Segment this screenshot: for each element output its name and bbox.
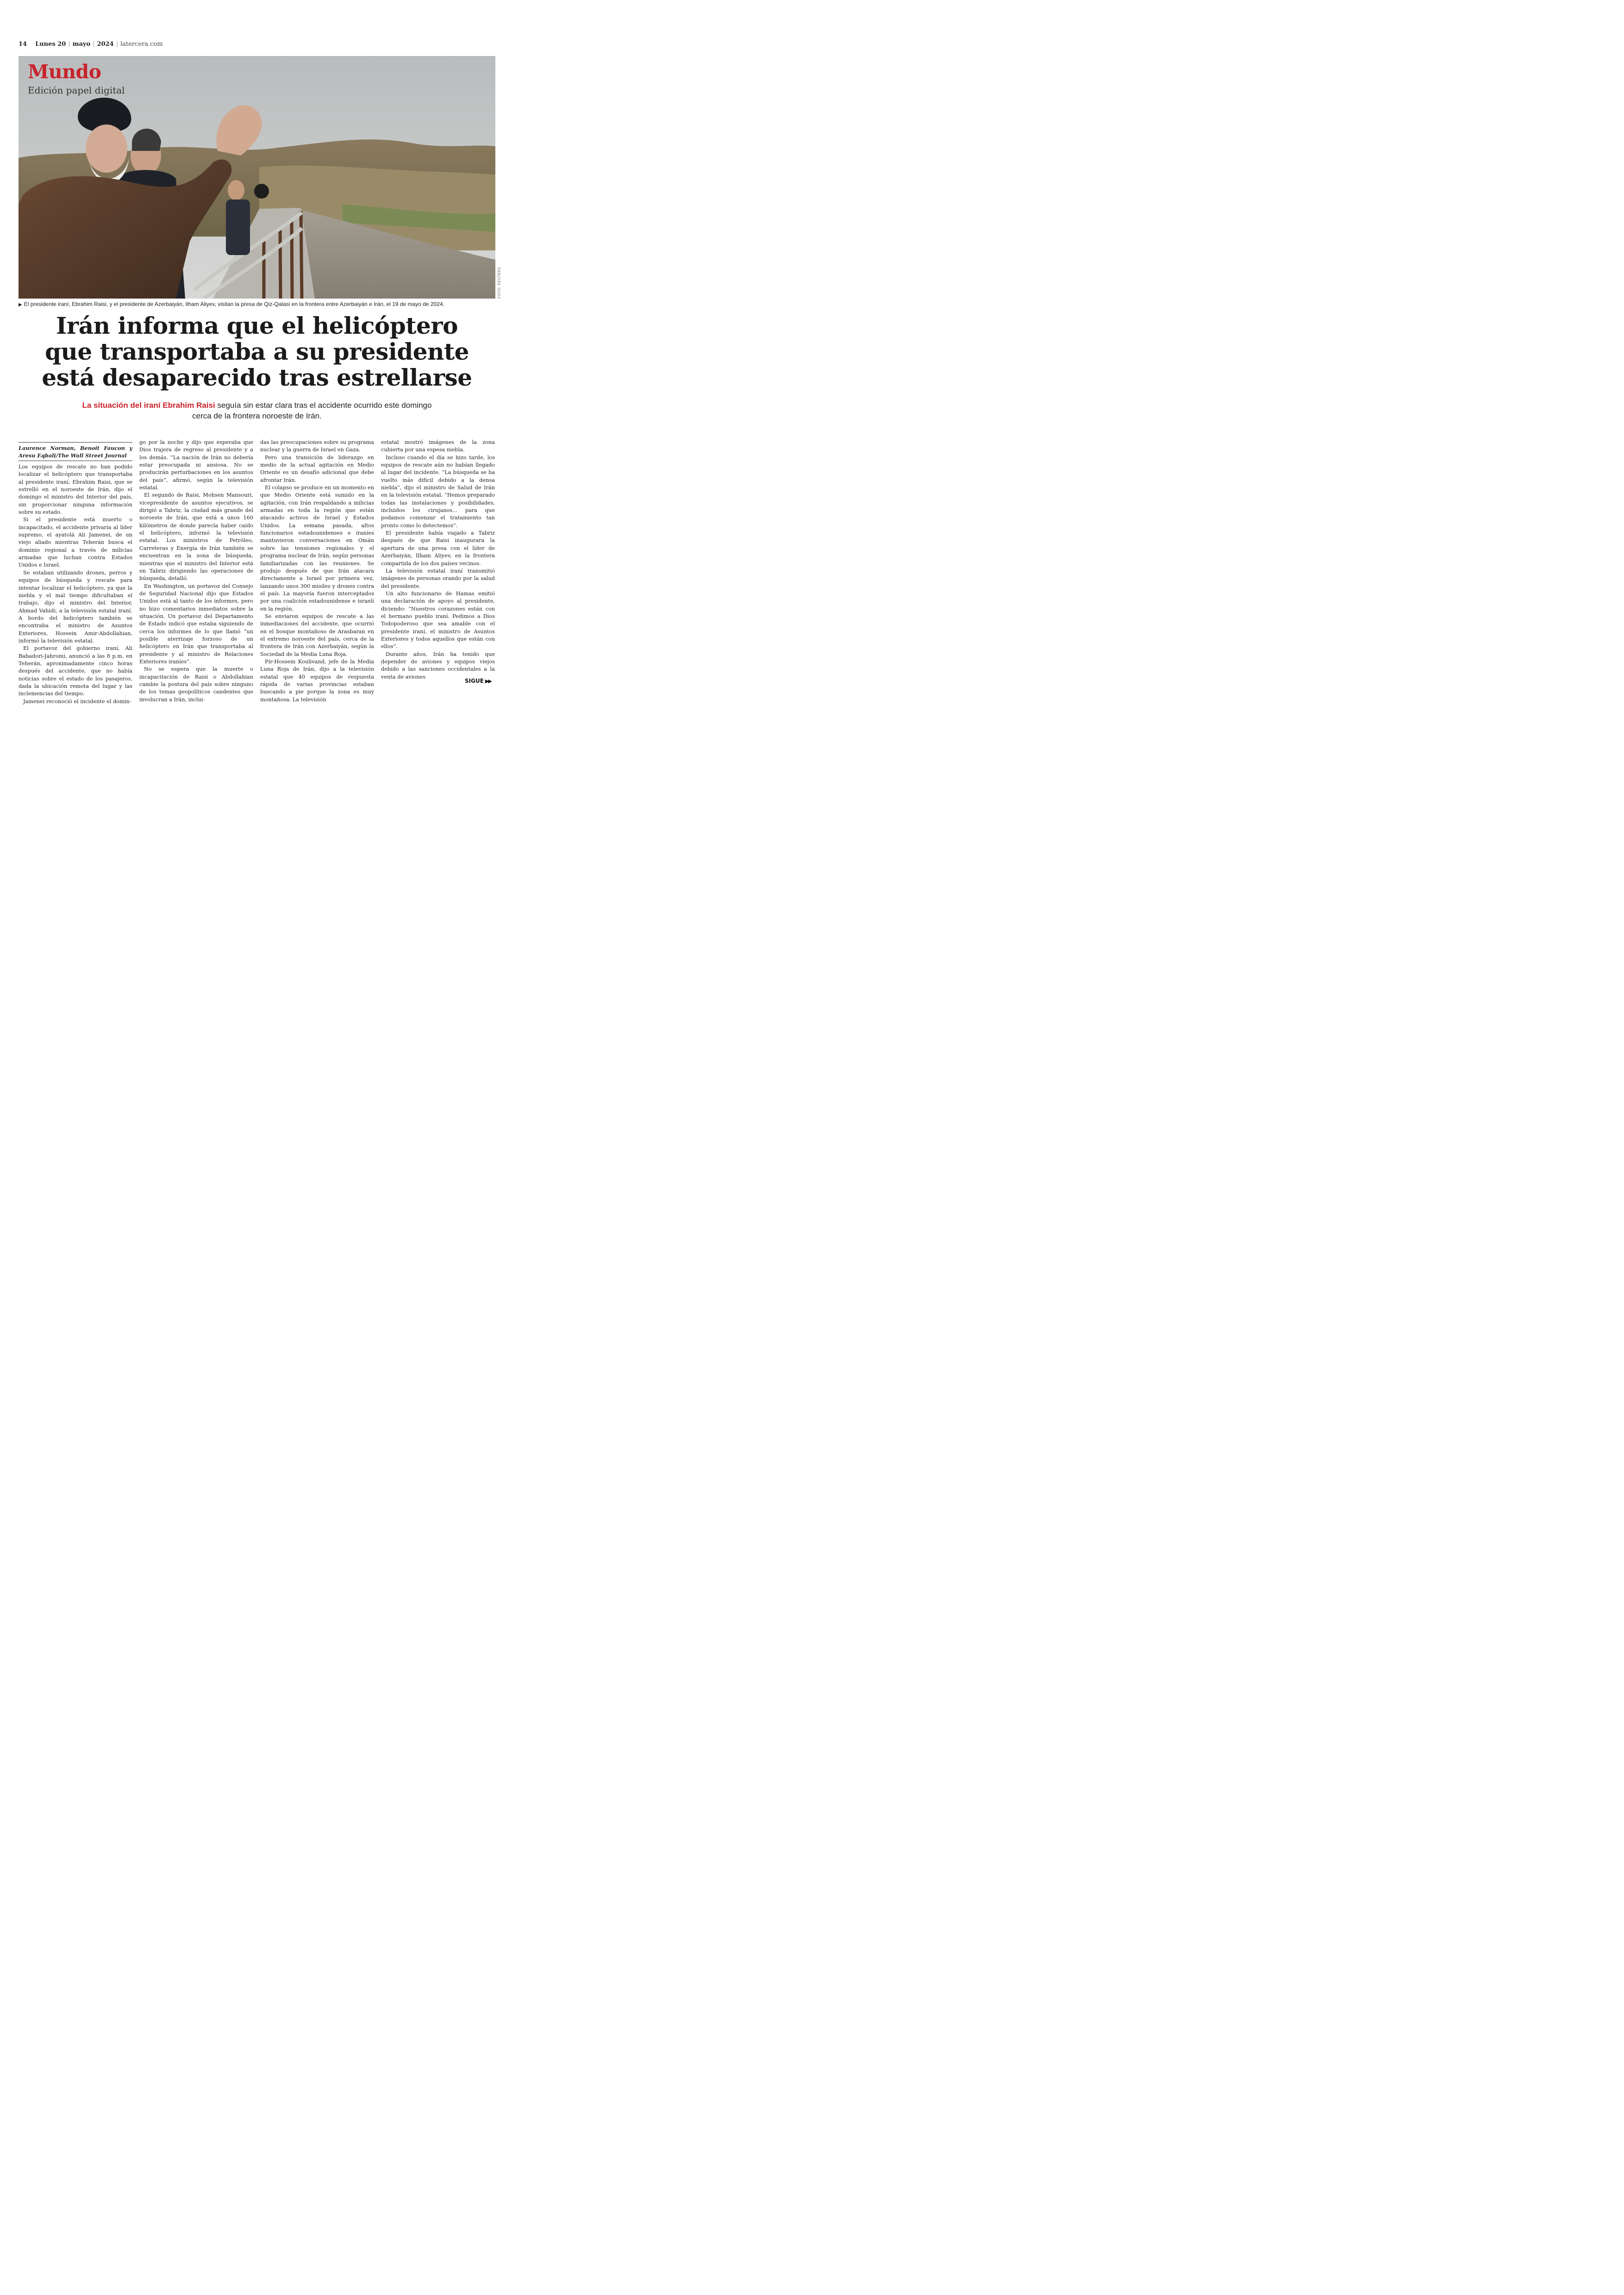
continue-link[interactable] — [465, 678, 491, 684]
section-title: Mundo — [28, 61, 101, 83]
paragraph: Incluso cuando el día se hizo tarde, los equipos de rescate aún no habían llegado al lugar del incidente. “La búsqueda se ha vuelto más difícil debido a la densa niebla”, dijo el ministro de Salud de Irán en la televisión estatal. “Hemos preparado todas las instalaciones y posibilidades, incluidos los cirujanos... para que podamos comenzar el tratamiento tan pronto como lo detectemos”. — [381, 454, 495, 529]
photo-caption — [19, 301, 495, 307]
paragraph: das las preocupaciones sobre su programa nuclear y la guerra de Israel en Gaza. — [260, 439, 374, 453]
headline-line: está desaparecido tras estrellarse — [42, 364, 472, 391]
paragraph: Jamenei reconoció el incidente el domin- — [23, 698, 131, 705]
deck-highlight: La situación del iraní Ebrahim Raisi — [82, 401, 215, 410]
folio-separator: | — [116, 40, 119, 48]
paragraph: Los equipos de rescate no han podido localizar el helicóptero que transportaba al presidente iraní, Ebrahim Raisi, que se estrelló en el noroeste de Irán, dijo el domingo el ministro del Interior del país, sin proporcionar ninguna información sobre su estado. — [19, 464, 132, 516]
page-number: 14 — [19, 40, 27, 48]
section-subtitle: Edición papel digital — [28, 85, 125, 96]
paragraph: En Washington, un portavoz del Consejo de Seguridad Nacional dijo que Estados Unidos está al tanto de los informes, pero no hizo comentarios inmediatos sobre la situación. Un portavoz del Departamento de Estado indicó que estaba siguiendo de cerca los informes de lo que llamó “un posible aterrizaje forzoso de un helicóptero en Irán que transportaba al presidente y al ministro de Relaciones Exteriores iraníes”. — [139, 583, 253, 665]
paragraph: Pero una transición de liderazgo en medio de la actual agitación en Medio Oriente es un desafío adicional que debe afrontar Irán. — [260, 454, 374, 483]
folio-site: latercera.com — [120, 40, 163, 48]
article-column-1 — [19, 439, 132, 705]
caption-text: El presidente iraní, Ebrahim Raisi, y el presidente de Azerbaiyán, Ilham Aliyev, visitan la presa de Qiz-Qalasi en la frontera entre Azerbaiyán e Irán, el 19 de mayo de 2024. — [24, 301, 444, 307]
page-folio — [19, 40, 163, 48]
article-column-4 — [381, 439, 495, 681]
headline-line: que transportaba a su presidente — [45, 338, 469, 365]
paragraph: El segundo de Raisi, Mohsen Mansouri, vicepresidente de asuntos ejecutivos, se dirigió a Tabriz, la ciudad más grande del noroeste de Irán, que está a unos 160 kilómetros de donde parecía haber caído el helicóptero, informó la televisión estatal. Los ministros de Petróleo, Carreteras y Energía de Irán también se encuentran en la zona de búsqueda, mientras que el ministro del Interior está en Tabriz dirigiendo las operaciones de búsqueda, detalló. — [139, 492, 253, 582]
folio-month: mayo — [72, 40, 91, 48]
paragraph: Pir-Hossein Koulivand, jefe de la Media Luna Roja de Irán, dijo a la televisión estatal que 40 equipos de respuesta rápida de varias provincias estaban buscando a pie porque la zona es muy montañosa. La televisión — [260, 658, 374, 703]
folio-separator: | — [93, 40, 95, 48]
paragraph: El portavoz del gobierno iraní, Ali Bahadori-Jahromi, anunció a las 8 p.m. en Teherán, aproximadamente cinco horas después del accidente, que no había noticias sobre el estado de los pasajeros, dada la ubicación remota del lugar y las inclemencias del tiempo. — [19, 645, 132, 697]
deck — [74, 400, 440, 421]
caption-arrow-icon: ▶ — [19, 302, 22, 307]
article-column-3 — [260, 439, 374, 704]
byline: Laurence Norman, Benoit Faucon y Aresu Eqbali/The Wall Street Journal — [19, 442, 132, 461]
paragraph: El colapso se produce en un momento en que Medio Oriente está sumido en la agitación, con Irán respaldando a milicias armadas en toda la región que están atacando activos de Israel y Estados Unidos. La semana pasada, altos funcionarios estadounidenses e iraníes mantuvieron conversaciones en Omán sobre las tensiones regionales y el programa nuclear de Irán, según personas familiarizadas con las reuniones. Se produjo después de que Irán atacara directamente a Israel por primera vez, lanzando unos 300 misiles y drones contra el país. La mayoría fueron interceptados por una coalición estadounidense e israelí en la región. — [260, 485, 374, 612]
double-arrow-icon: ▶▶ — [485, 678, 491, 684]
paragraph: Si el presidente está muerto o incapacitado, el accidente privaría al líder supremo, el ayatolá Ali Jamenei, de un viejo aliado mientras Teherán busca el dominio regional a través de milicias armadas que luchan contra Estados Unidos e Israel. — [19, 517, 132, 568]
paragraph: Un alto funcionario de Hamas emitió una declaración de apoyo al presidente, diciendo: “Nuestros corazones están con el hermano pueblo iraní. Pedimos a Dios Todopoderoso que sea amable con el presidente iraní, el ministro de Asuntos Exteriores y todos aquellos que están con ellos”. — [381, 590, 495, 650]
paragraph: La televisión estatal iraní transmitió imágenes de personas orando por la salud del presidente. — [381, 568, 495, 589]
folio-year: 2024 — [97, 40, 114, 48]
continue-label: SIGUE — [465, 678, 484, 684]
photo-credit: FOTO: REUTERS — [497, 267, 501, 299]
paragraph: estatal mostró imágenes de la zona cubierta por una espesa niebla. — [381, 439, 495, 453]
lead-photo — [19, 56, 495, 299]
folio-day: Lunes 20 — [35, 40, 66, 48]
paragraph: Se enviaron equipos de rescate a las inmediaciones del accidente, que ocurrió en el bosque montañoso de Arasbaran en el extremo noroeste del país, cerca de la frontera de Irán con Azerbaiyán, según la Sociedad de la Media Luna Roja. — [260, 613, 374, 657]
headline — [19, 313, 495, 391]
folio-separator: | — [68, 40, 70, 48]
headline-line: Irán informa que el helicóptero — [56, 312, 458, 339]
paragraph: No se espera que la muerte o incapacitación de Raisi o Abdollahian cambie la postura del país sobre ninguno de los temas geopolíticos candentes que involucran a Irán, inclui- — [139, 666, 253, 703]
paragraph: Se estaban utilizando drones, perros y equipos de búsqueda y rescate para intentar localizar el helicóptero, ya que la niebla y el mal tiempo dificultaban el trabajo, dijo el ministro del Interior, Ahmad Vahidi, a la televisión estatal iraní. A bordo del helicóptero también se encontraba el ministro de Asuntos Exteriores, Hossein Amir-Abdollahian, informó la televisión estatal. — [19, 569, 132, 644]
deck-text: seguía sin estar clara tras el accidente ocurrido este domingo cerca de la frontera noroeste de Irán. — [192, 401, 432, 420]
paragraph: go por la noche y dijo que esperaba que Dios trajera de regreso al presidente y a los demás. “La nación de Irán no debería estar preocupada ni ansiosa. No se producirán perturbaciones en los asuntos del país”, afirmó, según la televisión estatal. — [139, 439, 253, 491]
paragraph: El presidente había viajado a Tabriz después de que Raisi inaugurara la apertura de una presa con el líder de Azerbaiyán, Ilham Aliyev, en la frontera compartida de los dos países vecinos. — [381, 530, 495, 567]
article-column-2 — [139, 439, 253, 704]
paragraph: Durante años, Irán ha tenido que depender de aviones y equipos viejos debido a las sanciones occidentales a la venta de aviones — [381, 651, 495, 680]
